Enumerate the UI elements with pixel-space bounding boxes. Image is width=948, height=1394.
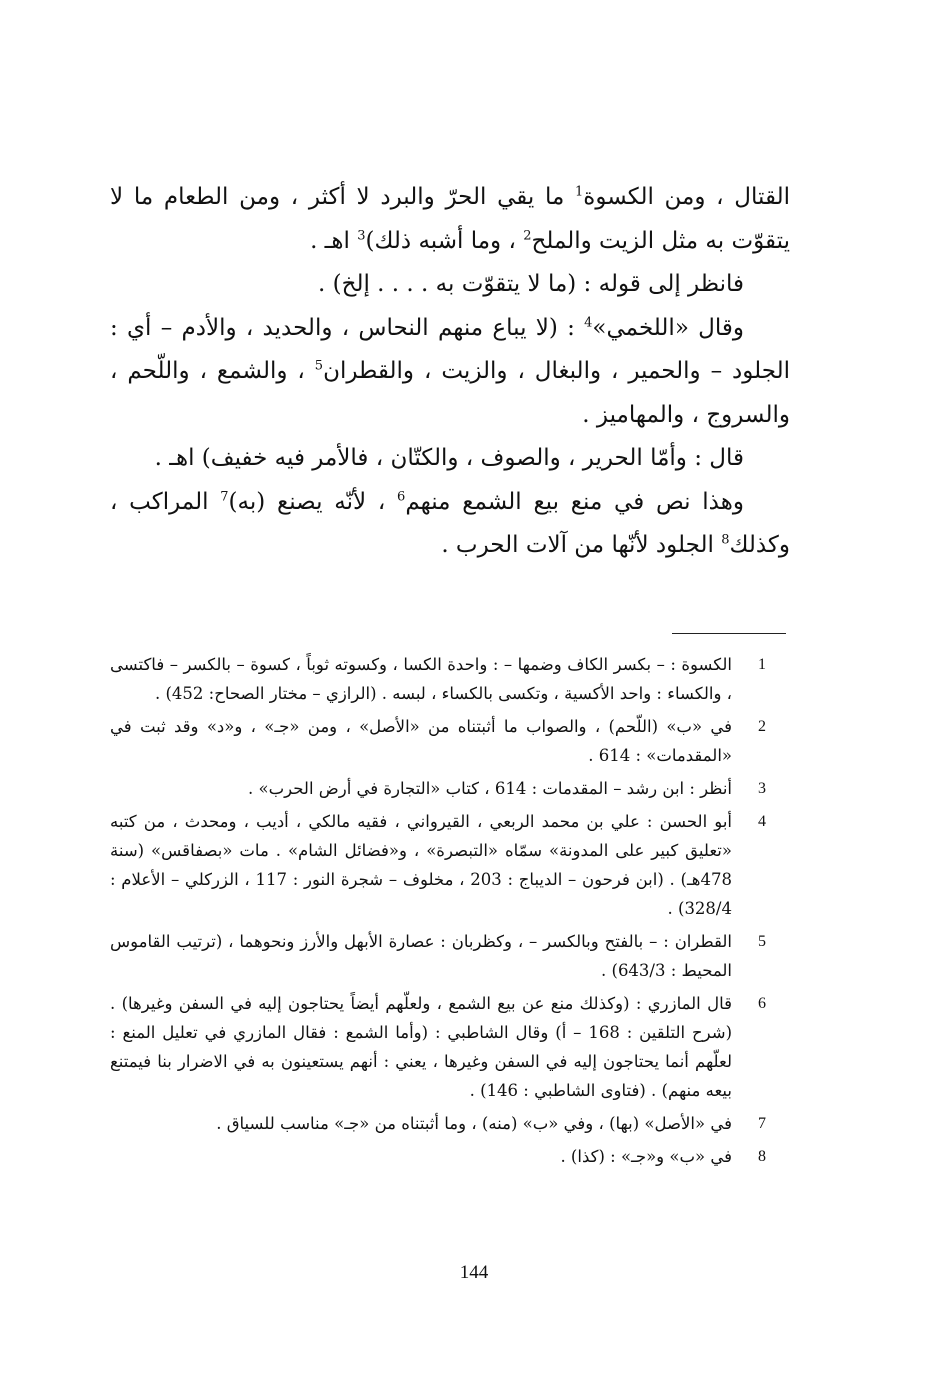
footnote-number: 8	[758, 1148, 766, 1165]
footnote-ref-4[interactable]: 4	[584, 314, 593, 330]
footnote-4	[110, 807, 786, 923]
footnote-2	[110, 712, 786, 770]
text-span: القتال ، ومن الكسوة	[583, 184, 790, 210]
paragraph-3	[110, 307, 790, 438]
text-span: ، لأنّه يصنع (به)	[228, 488, 398, 515]
text-span: المراكب ، وكذلك	[110, 488, 790, 558]
footnote-ref-3[interactable]: 3	[357, 227, 366, 243]
text-span: الجلود لأنّها من آلات الحرب .	[441, 532, 722, 558]
footnote-number: 5	[758, 933, 766, 950]
footnote-8	[110, 1142, 786, 1171]
text-span: : (لا يباع منهم النحاس ، والحديد ، والأدم – أي : الجلود – والحمير ، والبغال ، والزيت ، والقطران	[110, 314, 790, 384]
footnote-number: 7	[758, 1115, 766, 1132]
footnote-separator	[672, 633, 786, 634]
paragraph-1	[110, 176, 790, 263]
footnote-ref-5[interactable]: 5	[314, 358, 324, 374]
footnote-text: القطران : – بالفتح وبالكسر – ، وكظربان : عصارة الأبهل والأرز ونحوهما ، (ترتيب القاموس المحيط : 643/3) .	[110, 932, 732, 980]
footnote-ref-7[interactable]: 7	[220, 488, 229, 504]
footnote-text: في «الأصل» (بها) ، وفي «ب» (منه) ، وما أثبتناه من «جـ» مناسب للسياق .	[216, 1114, 732, 1133]
footnote-ref-2[interactable]: 2	[523, 227, 532, 243]
paragraph-4: قال : وأمّا الحرير ، والصوف ، والكتّان ، فالأمر فيه خفيف) اهـ .	[154, 445, 744, 471]
text-span: وهذا نص في منع بيع الشمع منهم	[405, 488, 744, 515]
footnote-number: 1	[758, 656, 766, 673]
text-span: ، وما أشبه ذلك)	[365, 227, 524, 254]
text-span: ، والشمع ، واللّحم ، والسروج ، والمهاميز .	[110, 358, 790, 428]
footnote-number: 3	[758, 780, 766, 797]
footnote-text: الكسوة : – بكسر الكاف وضمها – : واحدة الكسا ، وكسوته ثوباً ، كسوة – بالكسر – فاكتسى ، والكساء : واحد الأكسية ، وتكسى بالكساء ، لبسه . (الرازي – مختار الصحاح: 452) .	[110, 655, 732, 703]
text-span: ما يقي الحرّ والبرد لا أكثر ، ومن الطعام ما لا يتقوّت به مثل الزيت والملح	[110, 184, 790, 254]
footnote-text: قال المازري : (وكذلك منع عن بيع الشمع ، ولعلّهم أيضاً يحتاجون إليه في السفن وغيرها) . (شرح التلقين : 168 – أ) وقال الشاطبي : (وأما الشمع : فقال المازري في تعليل المنع : لعلّهم أنما يحتاجون إليه في السفن وغيرها ، يعني : أنهم يستعينون به في الاضرار بنا فيمتنع بيعه منهم) . (فتاوى الشاطبي : 146) .	[110, 994, 733, 1100]
main-text	[110, 176, 790, 568]
paragraph-2: فانظر إلى قوله : (ما لا يتقوّت به . . . . إلخ) .	[318, 271, 744, 297]
footnote-number: 4	[758, 813, 766, 830]
footnote-ref-6[interactable]: 6	[397, 488, 406, 504]
footnote-text: في «ب» و«جـ» : (كذا) .	[560, 1147, 732, 1166]
footnote-text: أنظر : ابن رشد – المقدمات : 614 ، كتاب «التجارة في أرض الحرب» .	[248, 779, 732, 798]
footnote-3	[110, 774, 786, 803]
paragraph-5	[110, 481, 790, 568]
footnote-ref-8[interactable]: 8	[721, 532, 730, 548]
footnote-number: 2	[758, 718, 766, 735]
footnote-5	[110, 927, 786, 985]
footnotes	[110, 650, 786, 1175]
page-number: 144	[459, 1262, 489, 1283]
footnote-number: 6	[758, 995, 766, 1012]
footnote-7	[110, 1109, 786, 1138]
footnote-ref-1[interactable]: 1	[575, 184, 584, 200]
footnote-text: أبو الحسن : علي بن محمد الربعي ، القيرواني ، فقيه مالكي ، أديب ، ومحدث ، من كتبه «تعليق كبير على المدونة» سمّاه «التبصرة» ، و«فضائل الشام» . مات «بصفاقس» (سنة 478هـ) . (ابن فرحون – الديباج : 203 ، مخلوف – شجرة النور : 117 ، الزركلي – الأعلام : 328/4) .	[110, 812, 732, 918]
text-span: وقال «اللخمي»	[592, 314, 744, 341]
footnote-6	[110, 989, 786, 1105]
footnote-1	[110, 650, 786, 708]
text-span: اهـ .	[310, 227, 358, 254]
footnote-text: في «ب» (اللّحم) ، والصواب ما أثبتناه من «الأصل» ، ومن «جـ» ، و«د» وقد ثبت في «المقدمات» : 614 .	[110, 717, 732, 765]
